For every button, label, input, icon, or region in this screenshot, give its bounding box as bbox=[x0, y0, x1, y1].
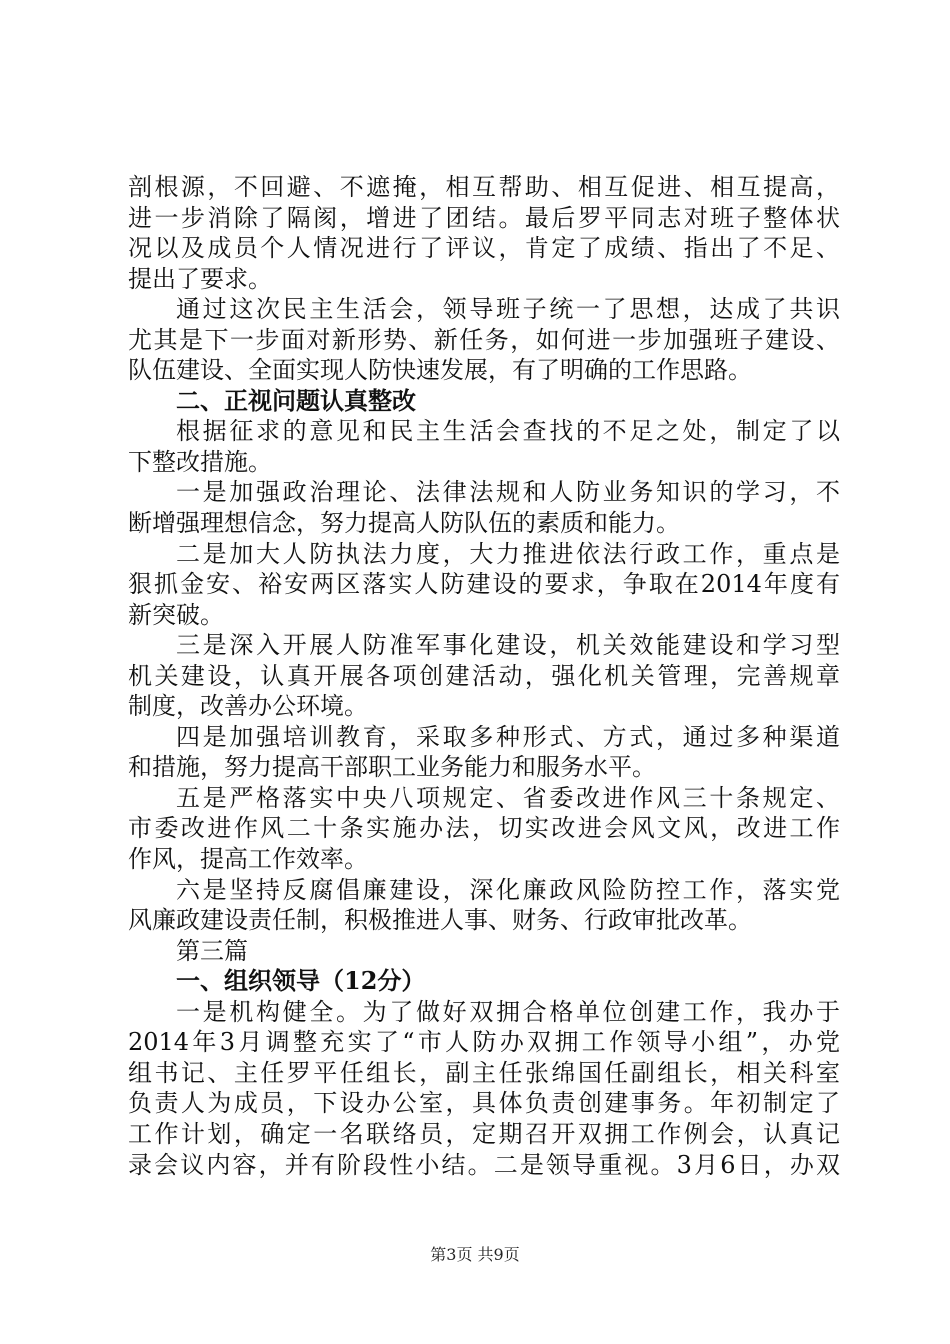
text-line: 机关建设，认真开展各项创建活动，强化机关管理，完善规章 bbox=[128, 661, 840, 690]
text-line: 二是加大人防执法力度，大力推进依法行政工作，重点是 bbox=[176, 539, 840, 568]
body-text bbox=[128, 172, 840, 1180]
text-line: 市委改进作风二十条实施办法，切实改进会风文风，改进工作 bbox=[128, 814, 840, 843]
text-line: 尤其是下一步面对新形势、新任务，如何进一步加强班子建设、 bbox=[128, 325, 840, 354]
text-line: 提出了要求。 bbox=[128, 264, 272, 293]
text-line: 下整改措施。 bbox=[128, 447, 272, 476]
text-line: 通过这次民主生活会，领导班子统一了思想，达成了共识 bbox=[176, 295, 840, 324]
text-line: 新突破。 bbox=[128, 600, 224, 629]
page-footer: 第3页 共9页 bbox=[430, 1245, 520, 1264]
text-line: 断增强理想信念，努力提高人防队伍的素质和能力。 bbox=[128, 509, 680, 538]
text-line: 负责人为成员，下设办公室，具体负责创建事务。年初制定了 bbox=[128, 1089, 840, 1118]
text-line: 五是严格落实中央八项规定、省委改进作风三十条规定、 bbox=[176, 783, 840, 812]
text-line: 况以及成员个人情况进行了评议，肯定了成绩、指出了不足、 bbox=[128, 234, 840, 263]
text-line: 第三篇 bbox=[176, 936, 248, 965]
text-line: 组书记、主任罗平任组长，副主任张绵国任副组长，相关科室 bbox=[128, 1058, 840, 1087]
text-line: 工作计划，确定一名联络员，定期召开双拥工作例会，认真记 bbox=[128, 1119, 840, 1148]
text-line: 剖根源，不回避、不遮掩，相互帮助、相互促进、相互提高， bbox=[128, 173, 840, 201]
text-line: 队伍建设、全面实现人防快速发展，有了明确的工作思路。 bbox=[128, 356, 752, 385]
text-line: 2014年3月调整充实了“市人防办双拥工作领导小组”，办党 bbox=[128, 1028, 840, 1057]
text-line: 四是加强培训教育，采取多种形式、方式，通过多种渠道 bbox=[176, 722, 840, 751]
text-line: 一是机构健全。为了做好双拥合格单位创建工作，我办于 bbox=[176, 997, 840, 1026]
section-heading: 二、正视问题认真整改 bbox=[176, 385, 416, 415]
text-line: 风廉政建设责任制，积极推进人事、财务、行政审批改革。 bbox=[128, 906, 752, 935]
text-line: 三是深入开展人防准军事化建设，机关效能建设和学习型 bbox=[176, 631, 840, 660]
text-line: 制度，改善办公环境。 bbox=[128, 692, 368, 721]
text-line: 狠抓金安、裕安两区落实人防建设的要求，争取在2014年度有 bbox=[128, 570, 840, 599]
text-line: 进一步消除了隔阂，增进了团结。最后罗平同志对班子整体状 bbox=[128, 203, 840, 232]
text-line: 作风，提高工作效率。 bbox=[128, 845, 368, 874]
section-heading: 一、组织领导（12分） bbox=[176, 966, 426, 996]
text-line: 和措施，努力提高干部职工业务能力和服务水平。 bbox=[128, 753, 656, 782]
text-line: 根据征求的意见和民主生活会查找的不足之处，制定了以 bbox=[176, 417, 840, 446]
text-line: 录会议内容，并有阶段性小结。二是领导重视。3月6日，办双 bbox=[128, 1150, 840, 1179]
text-line: 六是坚持反腐倡廉建设，深化廉政风险防控工作，落实党 bbox=[176, 875, 840, 904]
text-line: 一是加强政治理论、法律法规和人防业务知识的学习，不 bbox=[176, 478, 840, 507]
